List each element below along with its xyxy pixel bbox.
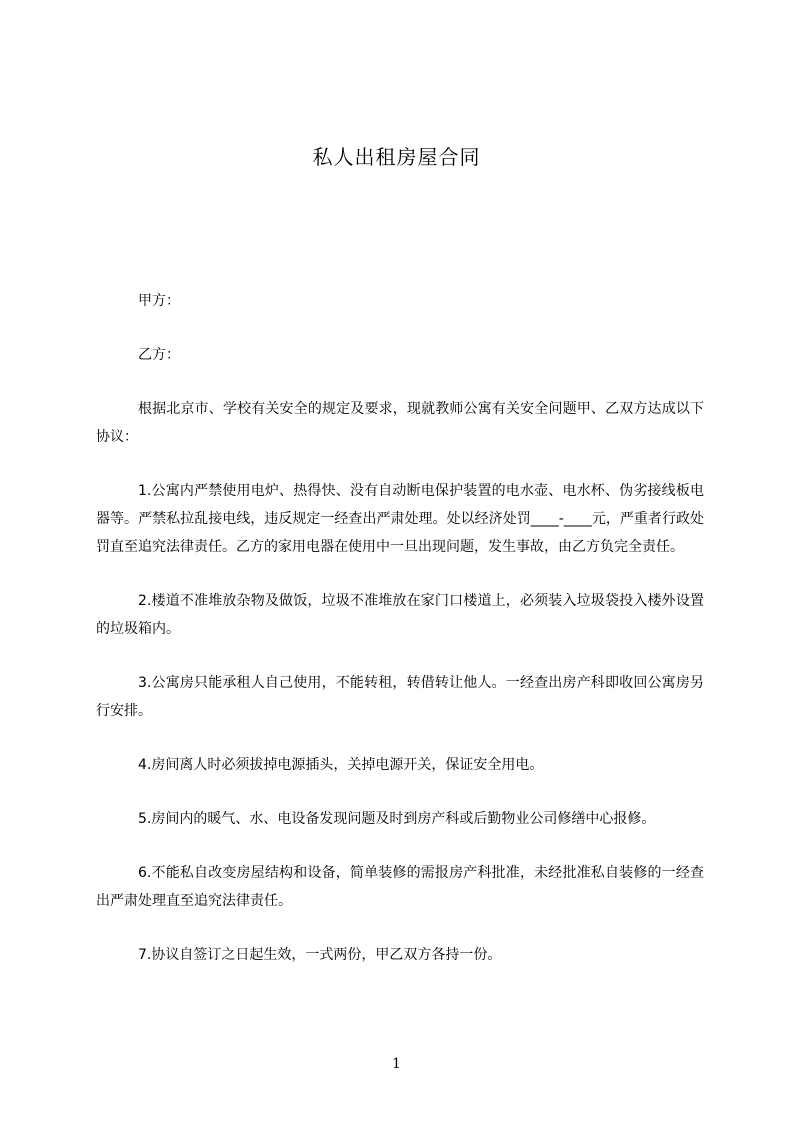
clause-5: 5.房间内的暖气、水、电设备发现问题及时到房产科或后勤物业公司修缮中心报修。 bbox=[138, 811, 656, 827]
document-title: 私人出租房屋合同 bbox=[312, 145, 481, 169]
intro-paragraph: 根据北京市、学校有关安全的规定及要求，现就教师公寓有关安全问题甲、乙双方达成以下协议： bbox=[96, 401, 704, 445]
party-b-line: 乙方： bbox=[138, 347, 180, 363]
clause-1: 1.公寓内严禁使用电炉、热得快、没有自动断电保护装置的电水壶、电水杯、伪劣接线板电器等。严禁私拉乱接电线，违反规定一经查出严肃处理。处以经济处罚____-____元，严重者行政处罚直至追究法律责任。乙方的家用电器在使用中一旦出现问题，发生事故，由乙方负完全责任。 bbox=[96, 483, 704, 555]
clause-3: 3.公寓房只能承租人自己使用，不能转租，转借转让他人。一经查出房产科即收回公寓房另行安排。 bbox=[96, 675, 704, 719]
document-body bbox=[96, 287, 704, 995]
clause-2: 2.楼道不准堆放杂物及做饭，垃圾不准堆放在家门口楼道上，必须装入垃圾袋投入楼外设置的垃圾箱内。 bbox=[96, 593, 704, 637]
page-number: 1 bbox=[392, 1056, 401, 1072]
clause-4: 4.房间离人时必须拔掉电源插头，关掉电源开关，保证安全用电。 bbox=[138, 757, 544, 773]
clause-6: 6.不能私自改变房屋结构和设备，简单装修的需报房产科批准，未经批准私自装修的一经查出严肃处理直至追究法律责任。 bbox=[96, 865, 704, 909]
party-a-line: 甲方： bbox=[138, 293, 180, 309]
clause-7: 7.协议自签订之日起生效，一式两份，甲乙双方各持一份。 bbox=[138, 947, 502, 963]
